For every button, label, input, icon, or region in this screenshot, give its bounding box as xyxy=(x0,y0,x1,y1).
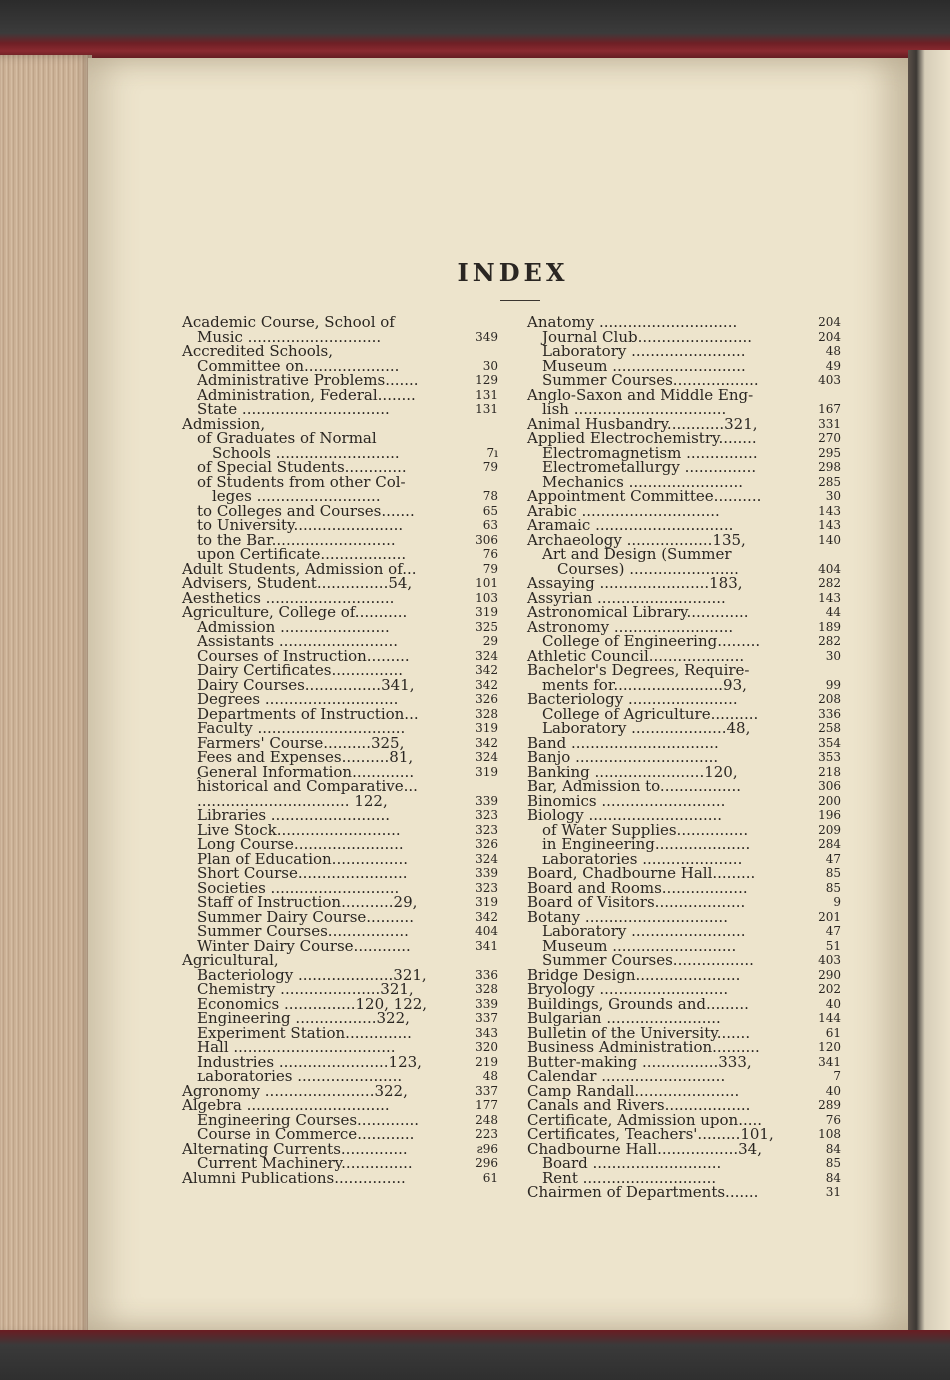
entry-page-number: 319 xyxy=(475,605,498,619)
entry-text: Agronomy .......................322, xyxy=(182,1081,408,1100)
entry-text: Astronomy ......................... xyxy=(527,617,734,636)
entry-text: Arabic ............................. xyxy=(527,501,720,520)
entry-text: Astronomical Library............. xyxy=(527,603,749,621)
entry-page-number: 61 xyxy=(825,1025,841,1040)
entry-page-number: 177 xyxy=(475,1098,498,1112)
entry-page-number: 248 xyxy=(475,1112,498,1127)
entry-text: Assyrian ........................... xyxy=(527,588,726,607)
entry-text: Libraries ......................... xyxy=(197,806,390,824)
entry-page-number: 47 xyxy=(825,851,841,866)
entry-page-number: 319 xyxy=(475,764,498,779)
index-entry xyxy=(182,1168,498,1187)
entry-page-number: 285 xyxy=(818,474,841,489)
entry-text: Administrative Problems....... xyxy=(197,371,419,389)
entry-text: College of Engineering......... xyxy=(542,632,761,650)
entry-text: Dairy Certificates............... xyxy=(197,661,404,679)
entry-text: Botany .............................. xyxy=(527,907,728,926)
entry-text: Butter-making ................333, xyxy=(527,1052,752,1071)
entry-text: Board, Chadbourne Hall......... xyxy=(527,864,756,882)
entry-text: Electromagnetism ............... xyxy=(542,443,758,462)
entry-text: General Information............. xyxy=(197,762,415,781)
entry-page-number: 108 xyxy=(818,1127,841,1141)
entry-page-number: 282 xyxy=(818,576,841,590)
entry-text: Accredited Schools, xyxy=(182,342,334,360)
entry-page-number: 204 xyxy=(818,329,841,344)
entry-page-number: 208 xyxy=(818,692,841,706)
entry-text: Business Administration.......... xyxy=(527,1038,760,1056)
entry-text: Aesthetics ........................... xyxy=(182,588,395,607)
entry-page-number: 223 xyxy=(475,1127,498,1141)
entry-text: Athletic Council.................... xyxy=(527,646,745,665)
entry-text: Courses) ....................... xyxy=(557,559,739,578)
entry-page-number: 337 xyxy=(475,1011,498,1025)
entry-page-number: 326 xyxy=(475,692,498,706)
entry-page-number: 140 xyxy=(818,532,841,547)
entry-page-number: 342 xyxy=(475,663,498,677)
entry-text: Winter Dairy Course............ xyxy=(197,936,411,955)
entry-page-number: 48 xyxy=(825,344,841,358)
entry-text: lish ................................ xyxy=(542,400,727,418)
entry-page-number: 129 xyxy=(475,373,498,387)
entry-page-number: 44 xyxy=(825,605,841,619)
entry-text: Mechanics ........................ xyxy=(542,472,743,491)
entry-text: Art and Design (Summer xyxy=(542,545,732,563)
entry-page-number: 341 xyxy=(818,1054,841,1069)
entry-page-number: 84 xyxy=(825,1141,841,1156)
entry-page-number: 349 xyxy=(475,329,498,344)
entry-text: Electrometallurgy ............... xyxy=(542,458,757,476)
entry-text: Economics ...............120, 122, xyxy=(197,994,428,1013)
entry-text: in Engineering.................... xyxy=(542,835,751,853)
entry-page-number: 325 xyxy=(475,619,498,634)
entry-text: Rent ............................ xyxy=(542,1168,717,1187)
entry-text: Chadbourne Hall.................34, xyxy=(527,1139,762,1158)
entry-page-number: 78 xyxy=(482,489,498,503)
entry-text: Bar, Admission to................. xyxy=(527,777,741,795)
entry-page-number: 76 xyxy=(825,1112,841,1127)
entry-page-number: 143 xyxy=(818,518,841,532)
entry-text: Bacteriology ....................... xyxy=(527,690,738,708)
entry-text: Academic Course, School of xyxy=(182,313,395,331)
entry-page-number: 403 xyxy=(818,953,841,967)
entry-text: Industries .......................123, xyxy=(197,1052,422,1071)
entry-page-number: 103 xyxy=(475,590,498,605)
entry-text: Summer Courses................. xyxy=(197,922,409,940)
entry-text: Museum .......................... xyxy=(542,936,737,955)
entry-page-number: 85 xyxy=(825,1156,841,1170)
entry-text: Journal Club........................ xyxy=(542,327,753,346)
entry-page-number: 209 xyxy=(818,822,841,837)
entry-page-number: 61 xyxy=(482,1170,498,1185)
entry-page-number: 30 xyxy=(825,489,841,503)
entry-text: Alumni Publications............... xyxy=(182,1168,406,1187)
entry-page-number: 339 xyxy=(475,996,498,1011)
page-title: INDEX xyxy=(457,258,569,287)
entry-text: Current Machinery............... xyxy=(197,1154,413,1172)
entry-page-number: 76 xyxy=(482,547,498,561)
entry-page-number: 101 xyxy=(475,576,498,590)
entry-page-number: 63 xyxy=(482,518,498,532)
entry-page-number: 218 xyxy=(818,764,841,779)
entry-text: Bulgarian ........................ xyxy=(527,1009,721,1027)
entry-text: Hall .................................. xyxy=(197,1038,396,1056)
entry-text: leges .......................... xyxy=(212,487,381,505)
entry-page-number: 201 xyxy=(818,909,841,924)
entry-page-number: 298 xyxy=(818,460,841,474)
entry-page-number: 339 xyxy=(475,793,498,808)
entry-page-number: 404 xyxy=(475,924,498,938)
entry-page-number: 40 xyxy=(825,996,841,1011)
entry-text: of Graduates of Normal xyxy=(197,429,377,447)
entry-page-number: 85 xyxy=(825,866,841,880)
entry-text: Departments of Instruction... xyxy=(197,704,419,723)
entry-text: to University....................... xyxy=(197,516,404,534)
entry-text: Bridge Design...................... xyxy=(527,965,741,984)
entry-page-number: 270 xyxy=(818,431,841,445)
entry-page-number: 202 xyxy=(818,982,841,996)
entry-text: College of Agriculture.......... xyxy=(542,704,759,723)
entry-text: of Water Supplies............... xyxy=(542,820,749,839)
entry-text: Summer Courses.................. xyxy=(542,371,759,389)
entry-text: Staff of Instruction...........29, xyxy=(197,893,418,911)
entry-page-number: 167 xyxy=(818,402,841,416)
entry-page-number: 296 xyxy=(475,1156,498,1170)
entry-text: Canals and Rivers.................. xyxy=(527,1096,751,1114)
entry-page-number: 79 xyxy=(482,460,498,474)
entry-text: ments for.......................93, xyxy=(542,675,747,694)
entry-page-number: 144 xyxy=(818,1011,841,1025)
entry-page-number: 320 xyxy=(475,1040,498,1054)
entry-page-number: 143 xyxy=(818,503,841,518)
entry-page-number: 7 xyxy=(833,1069,841,1083)
entry-text: Board ........................... xyxy=(542,1154,722,1172)
entry-page-number: 324 xyxy=(475,851,498,866)
entry-page-number: 331 xyxy=(818,416,841,431)
entry-text: Binomics .......................... xyxy=(527,791,726,810)
index-entry xyxy=(527,1185,841,1200)
entry-page-number: 79 xyxy=(482,561,498,576)
entry-page-number: 30 xyxy=(825,648,841,663)
entry-text: Assistants ......................... xyxy=(197,632,399,650)
entry-text: Appointment Committee.......... xyxy=(527,487,762,505)
entry-text: Banjo .............................. xyxy=(527,748,719,766)
entry-text: Archaeology ..................135, xyxy=(527,530,746,549)
entry-page-number: 30 xyxy=(482,358,498,373)
entry-page-number: 219 xyxy=(475,1054,498,1069)
entry-text: ................................ 122, xyxy=(197,791,388,810)
entry-page-number: 85 xyxy=(825,880,841,895)
entry-text: Summer Courses................. xyxy=(542,951,754,969)
entry-text: Buildings, Grounds and......... xyxy=(527,994,749,1013)
entry-page-number: 31 xyxy=(825,1185,841,1199)
entry-text: Calendar .......................... xyxy=(527,1067,726,1085)
entry-page-number: 324 xyxy=(475,648,498,663)
entry-page-number: 323 xyxy=(475,880,498,895)
entry-text: Band ............................... xyxy=(527,733,719,752)
entry-text: Bulletin of the University....... xyxy=(527,1023,751,1042)
entry-page-number: 48 xyxy=(482,1069,498,1083)
entry-text: Museum ............................ xyxy=(542,356,746,375)
entry-text: Societies ........................... xyxy=(197,878,400,897)
entry-text: Camp Randall...................... xyxy=(527,1081,740,1100)
entry-text: Algebra .............................. xyxy=(182,1096,390,1114)
entry-page-number: 284 xyxy=(818,837,841,851)
entry-page-number: 258 xyxy=(818,721,841,735)
entry-text: Adult Students, Admission of... xyxy=(182,559,417,578)
entry-page-number: 196 xyxy=(818,808,841,822)
entry-page-number: 342 xyxy=(475,735,498,750)
entry-page-number: 323 xyxy=(475,822,498,837)
entry-page-number: 319 xyxy=(475,721,498,735)
entry-page-number: 306 xyxy=(818,779,841,793)
entry-page-number: 404 xyxy=(818,561,841,576)
entry-page-number: 47 xyxy=(825,924,841,938)
entry-text: Certificates, Teachers'.........101, xyxy=(527,1125,774,1143)
book-cover-bottom xyxy=(0,1330,950,1380)
entry-page-number: 65 xyxy=(482,503,498,518)
entry-text: of Students from other Col- xyxy=(197,472,406,491)
entry-page-number: 282 xyxy=(818,634,841,648)
entry-text: Courses of Instruction......... xyxy=(197,646,410,665)
entry-text: Bryology ........................... xyxy=(527,980,729,998)
entry-text: Dairy Courses................341, xyxy=(197,675,415,694)
entry-page-number: 7ı xyxy=(486,445,498,460)
entry-page-number: 403 xyxy=(818,373,841,387)
entry-text: Short Course....................... xyxy=(197,864,408,882)
entry-page-number: 49 xyxy=(825,358,841,373)
entry-page-number: 336 xyxy=(475,967,498,982)
entry-page-number: 99 xyxy=(825,677,841,692)
entry-text: Long Course....................... xyxy=(197,835,404,853)
entry-text: Assaying .......................183, xyxy=(527,574,743,592)
entry-text: Engineering .................322, xyxy=(197,1009,410,1027)
entry-text: Fees and Expenses..........81, xyxy=(197,748,414,766)
entry-page-number: 328 xyxy=(475,706,498,721)
entry-page-number: 84 xyxy=(825,1170,841,1185)
entry-text: Certificate, Admission upon..... xyxy=(527,1110,763,1129)
page-edges xyxy=(0,55,92,1335)
entry-page-number: 354 xyxy=(818,735,841,750)
entry-text: Aramaic ............................. xyxy=(527,516,734,534)
entry-text: Faculty ............................... xyxy=(197,719,406,737)
entry-text: ʟaboratories ..................... xyxy=(542,849,743,868)
book-cover-top xyxy=(0,0,950,60)
entry-text: ʟaboratories ...................... xyxy=(197,1067,403,1085)
entry-text: Engineering Courses............. xyxy=(197,1110,420,1129)
entry-text: Administration, Federal........ xyxy=(197,385,416,404)
title-rule xyxy=(500,300,540,301)
entry-page-number: 306 xyxy=(475,532,498,547)
entry-page-number: 290 xyxy=(818,967,841,982)
entry-text: Schools .......................... xyxy=(212,443,400,462)
entry-text: ĥistorical and Comparative... xyxy=(197,777,418,795)
entry-text: to Colleges and Courses....... xyxy=(197,501,415,520)
entry-text: Board and Rooms.................. xyxy=(527,878,748,897)
entry-page-number: 336 xyxy=(818,706,841,721)
entry-page-number: 319 xyxy=(475,895,498,909)
entry-page-number: 29 xyxy=(482,634,498,648)
entry-text: Music ............................ xyxy=(197,327,382,346)
entry-page-number: 343 xyxy=(475,1025,498,1040)
entry-text: Summer Dairy Course.......... xyxy=(197,907,414,926)
entry-text: Applied Electrochemistry........ xyxy=(527,429,757,447)
entry-page-number: 295 xyxy=(818,445,841,460)
entry-text: State ............................... xyxy=(197,400,390,418)
entry-page-number: 339 xyxy=(475,866,498,880)
entry-text: Degrees ............................ xyxy=(197,690,399,708)
entry-text: Admission, xyxy=(182,414,266,433)
entry-page-number: ƨ96 xyxy=(476,1141,498,1156)
entry-page-number: 200 xyxy=(818,793,841,808)
book-right-edge xyxy=(908,50,950,1340)
entry-page-number: 131 xyxy=(475,387,498,402)
index-column-left xyxy=(182,315,498,1185)
entry-text: Bachelor's Degrees, Require- xyxy=(527,661,750,679)
entry-page-number: 324 xyxy=(475,750,498,764)
entry-page-number: 143 xyxy=(818,590,841,605)
index-column-right xyxy=(527,315,841,1200)
entry-page-number: 353 xyxy=(818,750,841,764)
entry-text: Anglo-Saxon and Middle Eng- xyxy=(527,385,754,404)
entry-page-number: 337 xyxy=(475,1083,498,1098)
entry-text: of Special Students............. xyxy=(197,458,407,476)
entry-page-number: 9 xyxy=(833,895,841,909)
entry-text: to the Bar.......................... xyxy=(197,530,396,549)
entry-page-number: 323 xyxy=(475,808,498,822)
entry-page-number: 189 xyxy=(818,619,841,634)
entry-text: Bacteriology ....................321, xyxy=(197,965,427,984)
entry-page-number: 342 xyxy=(475,677,498,692)
entry-text: Banking .......................120, xyxy=(527,762,738,781)
entry-text: Board of Visitors................... xyxy=(527,893,746,911)
entry-text: Chemistry .....................321, xyxy=(197,980,414,998)
entry-page-number: 342 xyxy=(475,909,498,924)
entry-text: Plan of Education................ xyxy=(197,849,408,868)
entry-text: Animal Husbandry............321, xyxy=(527,414,758,433)
entry-text: Laboratory ....................48, xyxy=(542,719,751,737)
entry-page-number: 40 xyxy=(825,1083,841,1098)
entry-text: Anatomy ............................. xyxy=(527,313,738,331)
entry-page-number: 51 xyxy=(825,938,841,953)
entry-text: Experiment Station.............. xyxy=(197,1023,412,1042)
entry-text: upon Certificate.................. xyxy=(197,545,407,563)
entry-text: Course in Commerce............ xyxy=(197,1125,415,1143)
entry-page-number: 120 xyxy=(818,1040,841,1054)
entry-text: Laboratory ........................ xyxy=(542,922,746,940)
entry-text: Alternating Currents.............. xyxy=(182,1139,408,1158)
entry-text: Admission ....................... xyxy=(197,617,390,636)
entry-text: Advisers, Student...............54, xyxy=(182,574,413,592)
entry-page-number: 326 xyxy=(475,837,498,851)
entry-text: Committee on.................... xyxy=(197,356,400,375)
entry-page-number: 341 xyxy=(475,938,498,953)
entry-text: Agriculture, College of........... xyxy=(182,603,408,621)
entry-text: Biology ............................ xyxy=(527,806,723,824)
entry-text: Live Stock.......................... xyxy=(197,820,401,839)
entry-page-number: 328 xyxy=(475,982,498,996)
entry-page-number: 289 xyxy=(818,1098,841,1112)
entry-page-number: 131 xyxy=(475,402,498,416)
entry-text: Agricultural, xyxy=(182,951,279,969)
entry-text: Farmers' Course..........325, xyxy=(197,733,405,752)
entry-page-number: 204 xyxy=(818,315,841,329)
entry-text: Laboratory ........................ xyxy=(542,342,746,360)
entry-text: Chairmen of Departments....... xyxy=(527,1183,759,1201)
